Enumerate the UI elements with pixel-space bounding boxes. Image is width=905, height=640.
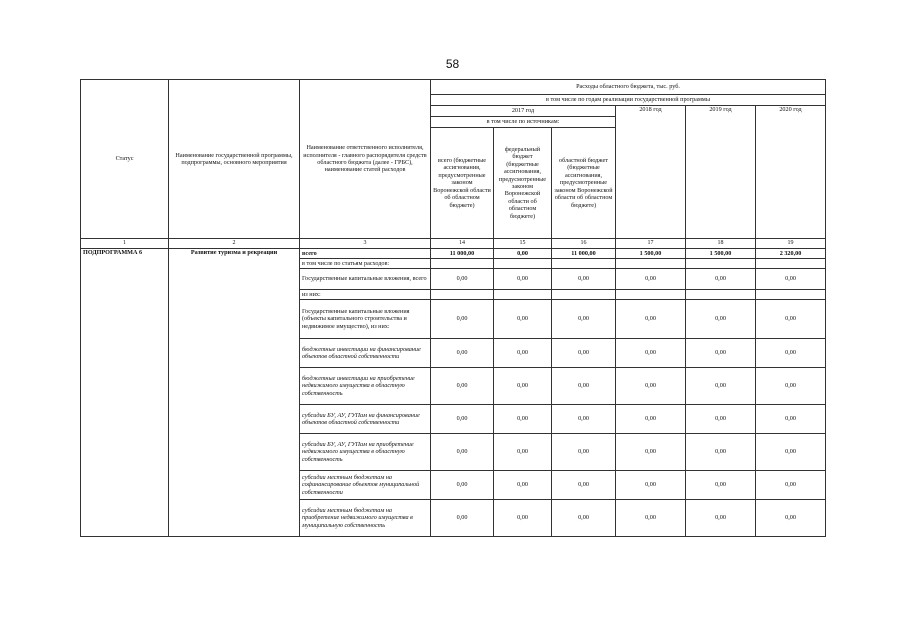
row-label: субсидии БУ, АУ, ГУПам на приобретение недвижимого имущества в областную собственность <box>300 434 431 471</box>
cell-value: 0,00 <box>494 434 552 471</box>
cell-value: 0,00 <box>616 471 686 500</box>
cell-value: 11 000,00 <box>552 249 616 259</box>
cell-value: 1 500,00 <box>616 249 686 259</box>
cell-value: 0,00 <box>494 249 552 259</box>
col-number: 15 <box>494 239 552 249</box>
cell-value: 0,00 <box>756 368 826 405</box>
row-label: бюджетные инвестиции на финансирование объектов областной собственности <box>300 339 431 368</box>
cell-value: 0,00 <box>756 471 826 500</box>
subprogram-name: Развитие туризма и рекреации <box>169 249 300 537</box>
cell-value <box>494 290 552 300</box>
col-number: 19 <box>756 239 826 249</box>
cell-value: 0,00 <box>552 405 616 434</box>
cell-value <box>616 259 686 269</box>
row-label: Государственные капитальные вложения, всего <box>300 269 431 290</box>
row-label: субсидии местным бюджетам на приобретение недвижимого имущества в муниципальную собственность <box>300 500 431 537</box>
header-program-name: Наименование государственной программы, подпрограммы, основного мероприятия <box>169 80 300 239</box>
cell-value: 0,00 <box>756 269 826 290</box>
header-budget-title: Расходы областного бюджета, тыс. руб. <box>431 80 826 95</box>
cell-value <box>552 259 616 269</box>
cell-value: 0,00 <box>431 269 494 290</box>
row-label: субсидии местным бюджетам на софинансирование объектов муниципальной собственности <box>300 471 431 500</box>
cell-value: 0,00 <box>552 269 616 290</box>
cell-value: 0,00 <box>686 300 756 339</box>
cell-value: 0,00 <box>616 500 686 537</box>
cell-value: 0,00 <box>686 339 756 368</box>
header-year-2020: 2020 год <box>756 106 826 239</box>
cell-value: 0,00 <box>431 368 494 405</box>
row-label: из них: <box>300 290 431 300</box>
cell-value: 0,00 <box>431 471 494 500</box>
cell-value: 0,00 <box>431 500 494 537</box>
row-label: в том числе по статьям расходов: <box>300 259 431 269</box>
col-number: 17 <box>616 239 686 249</box>
header-executor: Наименование ответственного исполнителя, исполнителя - главного распорядителя средств областного бюджета (далее - ГРБС), наименование статей расходов <box>300 80 431 239</box>
cell-value: 0,00 <box>552 471 616 500</box>
cell-value: 0,00 <box>431 405 494 434</box>
cell-value: 0,00 <box>686 269 756 290</box>
cell-value: 0,00 <box>494 269 552 290</box>
cell-value: 0,00 <box>616 405 686 434</box>
cell-value <box>552 290 616 300</box>
cell-value <box>431 259 494 269</box>
row-label: субсидии БУ, АУ, ГУПам на финансирование объектов областной собственности <box>300 405 431 434</box>
cell-value: 0,00 <box>431 300 494 339</box>
cell-value <box>616 290 686 300</box>
col-number: 18 <box>686 239 756 249</box>
header-col-regional: областной бюджет (бюджетные ассигнования, предусмотренные законом Воронежской области об областном бюджете) <box>552 128 616 239</box>
cell-value: 0,00 <box>552 339 616 368</box>
cell-value: 0,00 <box>494 368 552 405</box>
cell-value: 0,00 <box>616 300 686 339</box>
header-row-1 <box>81 80 826 95</box>
cell-value: 0,00 <box>756 434 826 471</box>
cell-value: 0,00 <box>756 500 826 537</box>
cell-value: 0,00 <box>686 471 756 500</box>
cell-value <box>756 290 826 300</box>
cell-value: 11 000,00 <box>431 249 494 259</box>
col-number: 16 <box>552 239 616 249</box>
cell-value: 0,00 <box>616 368 686 405</box>
cell-value: 0,00 <box>431 434 494 471</box>
table-row <box>81 249 826 259</box>
header-year-2017: 2017 год <box>431 106 616 117</box>
page-number: 58 <box>445 57 460 71</box>
cell-value: 1 500,00 <box>686 249 756 259</box>
col-number: 1 <box>81 239 169 249</box>
cell-value: 0,00 <box>756 405 826 434</box>
cell-value: 0,00 <box>686 368 756 405</box>
cell-value: 0,00 <box>686 500 756 537</box>
cell-value <box>494 259 552 269</box>
row-label: всего <box>300 249 431 259</box>
cell-value: 0,00 <box>552 434 616 471</box>
cell-value <box>686 290 756 300</box>
header-col-federal: федеральный бюджет (бюджетные ассигнования, предусмотренные законом Воронежской области об областном бюджете) <box>494 128 552 239</box>
header-status: Статус <box>81 80 169 239</box>
cell-value: 0,00 <box>431 339 494 368</box>
cell-value: 0,00 <box>756 300 826 339</box>
cell-value: 0,00 <box>552 300 616 339</box>
cell-value: 0,00 <box>756 339 826 368</box>
cell-value: 0,00 <box>686 434 756 471</box>
cell-value: 0,00 <box>494 405 552 434</box>
row-label: Государственные капитальные вложения (объекты капитального строительства и недвижимое имущество), из них: <box>300 300 431 339</box>
header-year-2018: 2018 год <box>616 106 686 239</box>
cell-value: 0,00 <box>494 339 552 368</box>
cell-value <box>686 259 756 269</box>
column-numbers-row <box>81 239 826 249</box>
cell-value: 0,00 <box>616 339 686 368</box>
col-number: 3 <box>300 239 431 249</box>
header-by-sources: в том числе по источникам: <box>431 117 616 128</box>
cell-value: 0,00 <box>686 405 756 434</box>
col-number: 14 <box>431 239 494 249</box>
cell-value <box>756 259 826 269</box>
cell-value: 0,00 <box>494 471 552 500</box>
cell-value: 2 320,00 <box>756 249 826 259</box>
subprogram-status: ПОДПРОГРАММА 6 <box>81 249 169 537</box>
header-by-years: в том числе по годам реализации государственной программы <box>431 95 826 106</box>
budget-table <box>80 79 826 537</box>
cell-value: 0,00 <box>494 500 552 537</box>
header-col-total: всего (бюджетные ассигнования, предусмотренные законом Воронежской области об областном бюджете) <box>431 128 494 239</box>
cell-value: 0,00 <box>494 300 552 339</box>
cell-value: 0,00 <box>616 434 686 471</box>
cell-value: 0,00 <box>552 500 616 537</box>
header-year-2019: 2019 год <box>686 106 756 239</box>
cell-value: 0,00 <box>552 368 616 405</box>
row-label: бюджетные инвестиции на приобретение недвижимого имущества в областную собственность <box>300 368 431 405</box>
cell-value: 0,00 <box>616 269 686 290</box>
cell-value <box>431 290 494 300</box>
col-number: 2 <box>169 239 300 249</box>
